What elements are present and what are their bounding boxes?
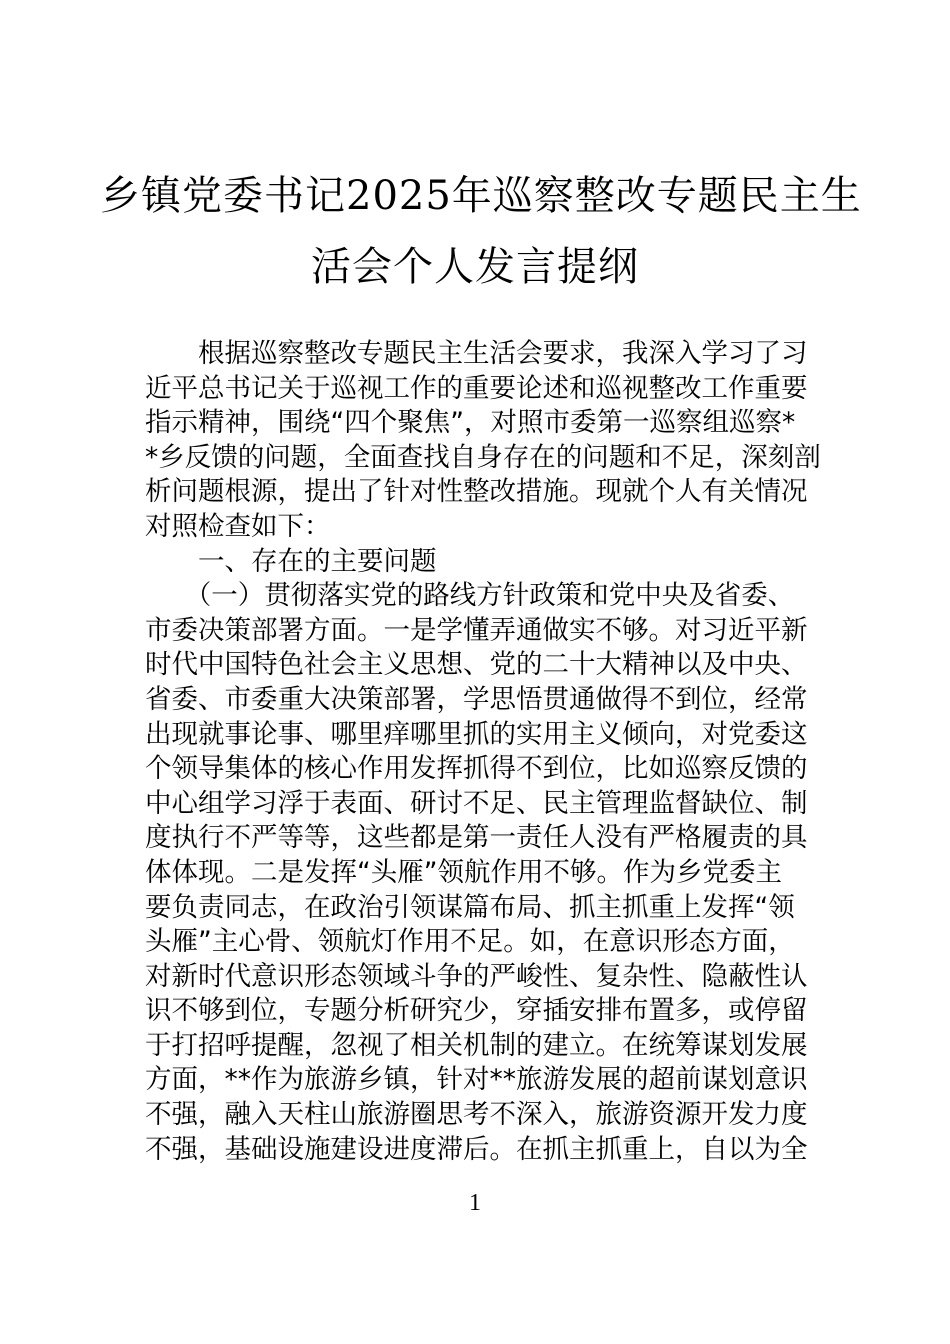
document-body bbox=[145, 337, 825, 1167]
body-line: 不强，融入天柱山旅游圈思考不深入，旅游资源开发力度 bbox=[145, 1099, 808, 1131]
body-line: 市委决策部署方面。一是学懂弄通做实不够。对习近平新 bbox=[145, 614, 808, 646]
body-line: 识不够到位，专题分析研究少，穿插安排布置多，或停留 bbox=[145, 995, 808, 1027]
body-line: 方面，**作为旅游乡镇，针对**旅游发展的超前谋划意识 bbox=[145, 1064, 808, 1096]
body-line: 省委、市委重大决策部署，学思悟贯通做得不到位，经常 bbox=[145, 683, 808, 715]
body-line: （一）贯彻落实党的路线方针政策和党中央及省委、 bbox=[145, 580, 795, 612]
document-title-line-2: 活会个人发言提纲 bbox=[311, 244, 639, 290]
body-line: 体体现。二是发挥“头雁”领航作用不够。作为乡党委主 bbox=[145, 856, 782, 888]
body-line: *乡反馈的问题，全面查找自身存在的问题和不足，深刻剖 bbox=[145, 441, 821, 473]
section-heading: 一、存在的主要问题 bbox=[145, 545, 437, 577]
body-line: 时代中国特色社会主义思想、党的二十大精神以及中央、 bbox=[145, 649, 808, 681]
body-line: 根据巡察整改专题民主生活会要求，我深入学习了习 bbox=[145, 338, 808, 369]
body-line: 头雁”主心骨、领航灯作用不足。如，在意识形态方面， bbox=[145, 926, 795, 958]
body-line: 对新时代意识形态领域斗争的严峻性、复杂性、隐蔽性认 bbox=[145, 960, 808, 992]
body-line: 近平总书记关于巡视工作的重要论述和巡视整改工作重要 bbox=[145, 372, 808, 404]
document-title-line-1: 乡镇党委书记2025年巡察整改专题民主生 bbox=[100, 173, 862, 219]
body-line: 要负责同志，在政治引领谋篇布局、抓主抓重上发挥“领 bbox=[145, 891, 795, 923]
body-line: 度执行不严等等，这些都是第一责任人没有严格履责的具 bbox=[145, 822, 808, 854]
body-line: 中心组学习浮于表面、研讨不足、民主管理监督缺位、制 bbox=[145, 787, 808, 819]
body-line: 出现就事论事、哪里痒哪里抓的实用主义倾向，对党委这 bbox=[145, 718, 808, 750]
body-line: 不强，基础设施建设进度滞后。在抓主抓重上，自以为全 bbox=[145, 1133, 808, 1165]
body-line: 指示精神，围绕“四个聚焦”，对照市委第一巡察组巡察* bbox=[145, 407, 796, 439]
body-line: 个领导集体的核心作用发挥抓得不到位，比如巡察反馈的 bbox=[145, 753, 808, 785]
body-line: 析问题根源，提出了针对性整改措施。现就个人有关情况 bbox=[145, 476, 808, 508]
body-line: 于打招呼提醒，忽视了相关机制的建立。在统筹谋划发展 bbox=[145, 1029, 808, 1061]
page-number: 1 bbox=[469, 1190, 481, 1216]
body-line: 对照检查如下： bbox=[145, 510, 331, 542]
